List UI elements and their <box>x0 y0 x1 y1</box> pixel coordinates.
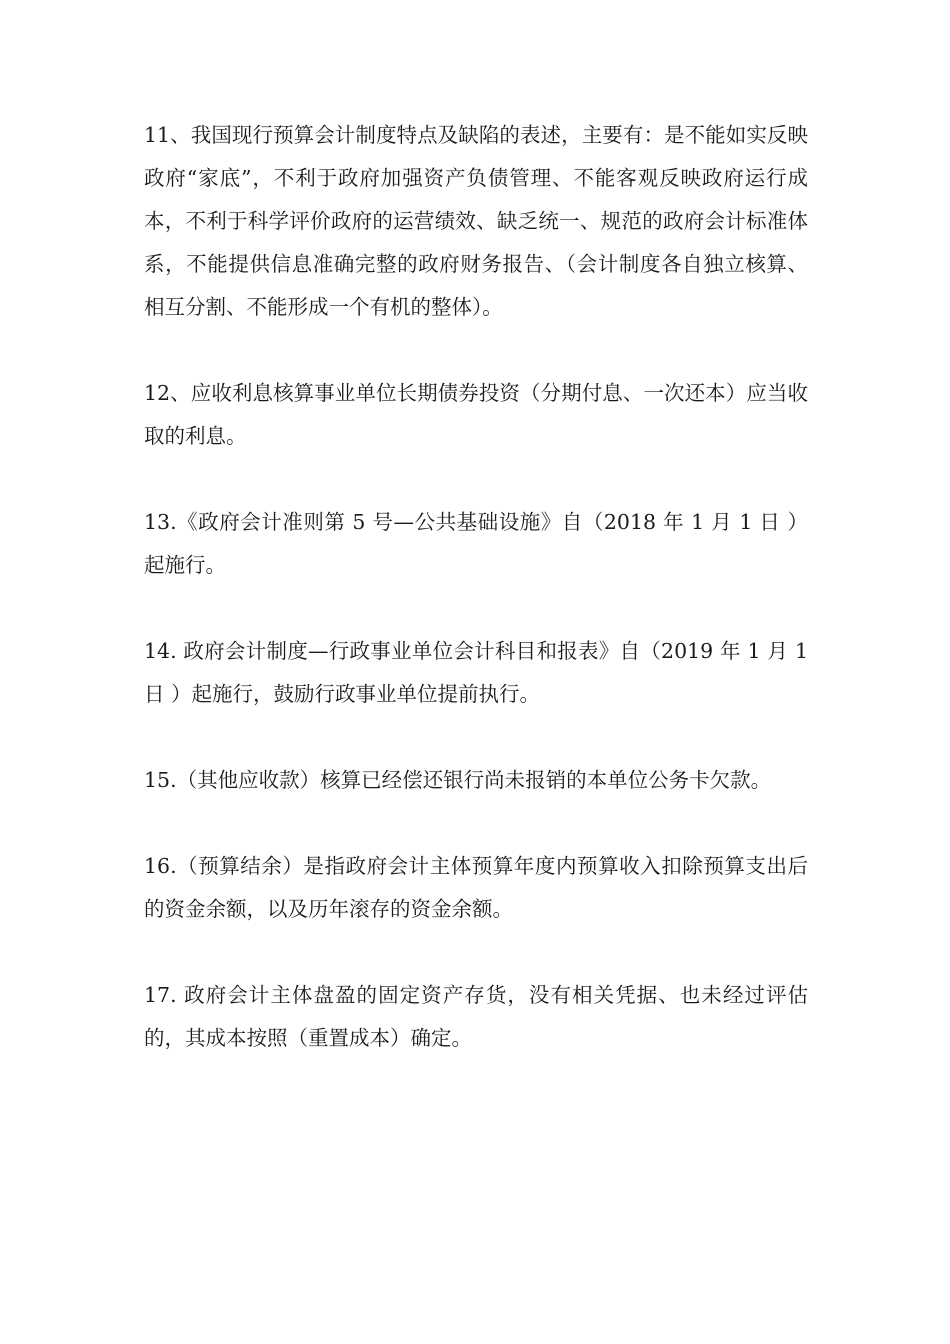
paragraph-item-13: 13.《政府会计准则第 5 号—公共基础设施》自（2018 年 1 月 1 日 ）起施行。 <box>144 510 808 577</box>
paragraph-item-16: 16.（预算结余）是指政府会计主体预算年度内预算收入扣除预算支出后的资金余额，以及历年滚存的资金余额。 <box>144 854 808 921</box>
paragraph-item-17: 17. 政府会计主体盘盈的固定资产存货，没有相关凭据、也未经过评估的，其成本按照（重置成本）确定。 <box>144 983 808 1050</box>
document-body <box>144 114 808 1060</box>
paragraph-item-11: 11、我国现行预算会计制度特点及缺陷的表述，主要有：是不能如实反映政府“家底”，不利于政府加强资产负债管理、不能客观反映政府运行成本，不利于科学评价政府的运营绩效、缺乏统一、规范的政府会计标准体系，不能提供信息准确完整的政府财务报告、（会计制度各自独立核算、相互分割、不能形成一个有机的整体）。 <box>144 123 808 319</box>
paragraph-item-15: 15.（其他应收款）核算已经偿还银行尚未报销的本单位公务卡欠款。 <box>144 768 772 792</box>
paragraph-item-14: 14. 政府会计制度—行政事业单位会计科目和报表》自（2019 年 1 月 1 日 ）起施行，鼓励行政事业单位提前执行。 <box>144 639 808 706</box>
paragraph-item-12: 12、应收利息核算事业单位长期债券投资（分期付息、一次还本）应当收取的利息。 <box>144 381 808 448</box>
